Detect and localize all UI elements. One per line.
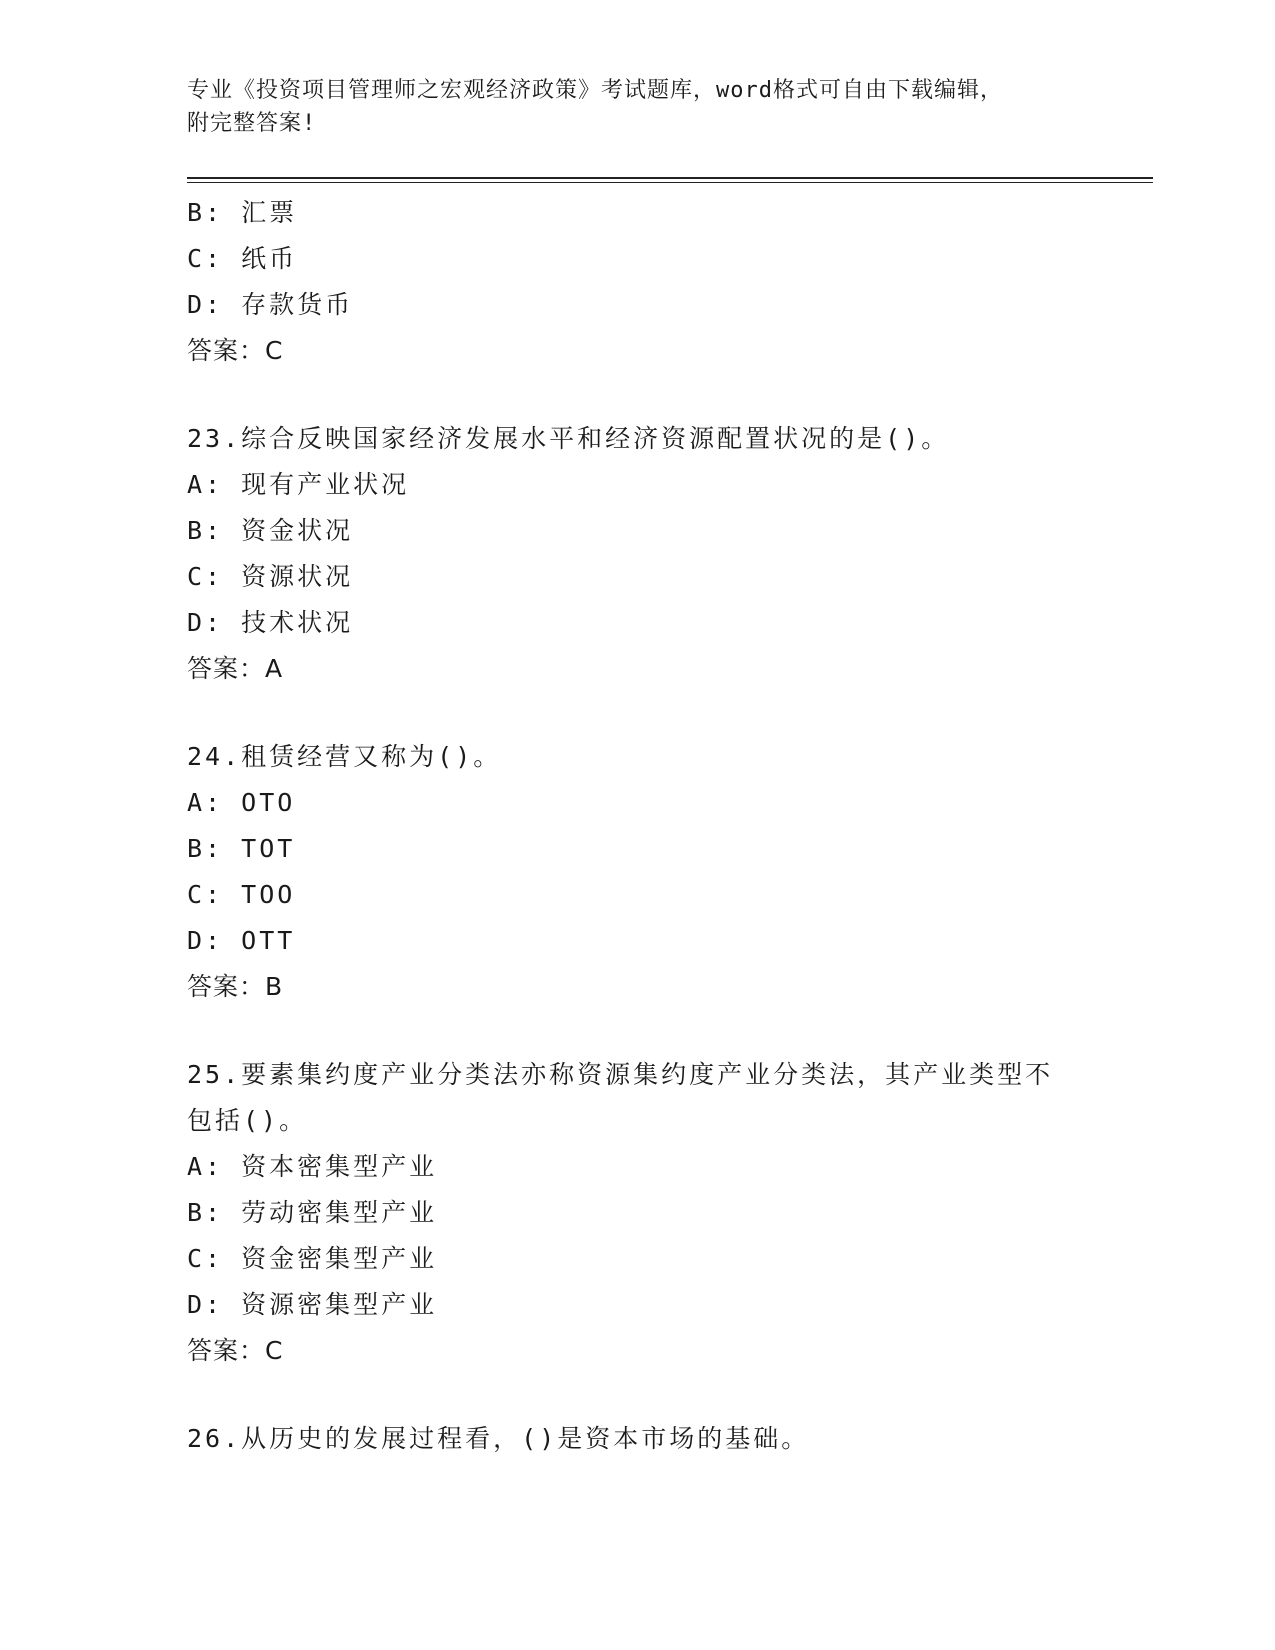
- option-a: A: OTO: [187, 788, 296, 817]
- question-23: [187, 416, 1087, 692]
- option-d: D: 资源密集型产业: [187, 1290, 438, 1319]
- answer: 答案：C: [187, 336, 284, 365]
- question-text: 24.租赁经营又称为()。: [187, 742, 502, 771]
- document-header: [187, 74, 1087, 140]
- header-line-2: 附完整答案!: [187, 111, 317, 136]
- option-d: D: 存款货币: [187, 290, 354, 319]
- option-c: C: 资源状况: [187, 562, 354, 591]
- option-b: B: TOT: [187, 834, 296, 863]
- option-d: D: 技术状况: [187, 608, 354, 637]
- header-rule-thick: [187, 177, 1153, 179]
- option-b: B: 汇票: [187, 198, 298, 227]
- question-text: 26.从历史的发展过程看，()是资本市场的基础。: [187, 1424, 810, 1453]
- option-a: A: 现有产业状况: [187, 470, 410, 499]
- header-line-1: 专业《投资项目管理师之宏观经济政策》考试题库，word格式可自由下载编辑，: [187, 78, 1003, 103]
- question-text-line-1: 25.要素集约度产业分类法亦称资源集约度产业分类法，其产业类型不: [187, 1060, 1054, 1089]
- question-text-line-2: 包括()。: [187, 1106, 308, 1135]
- question-text: 23.综合反映国家经济发展水平和经济资源配置状况的是()。: [187, 424, 950, 453]
- question-25: [187, 1052, 1087, 1374]
- question-list: [187, 190, 1087, 1462]
- answer: 答案：A: [187, 654, 284, 683]
- option-d: D: OTT: [187, 926, 296, 955]
- option-b: B: 资金状况: [187, 516, 354, 545]
- option-c: C: 纸币: [187, 244, 298, 273]
- question-24: [187, 734, 1087, 1010]
- question-26: [187, 1416, 1087, 1462]
- option-c: C: 资金密集型产业: [187, 1244, 438, 1273]
- option-a: A: 资本密集型产业: [187, 1152, 438, 1181]
- answer: 答案：C: [187, 1336, 284, 1365]
- option-b: B: 劳动密集型产业: [187, 1198, 438, 1227]
- question-22-continued: [187, 190, 1087, 374]
- header-rule-thin: [187, 182, 1153, 183]
- option-c: C: TOO: [187, 880, 296, 909]
- answer: 答案：B: [187, 972, 284, 1001]
